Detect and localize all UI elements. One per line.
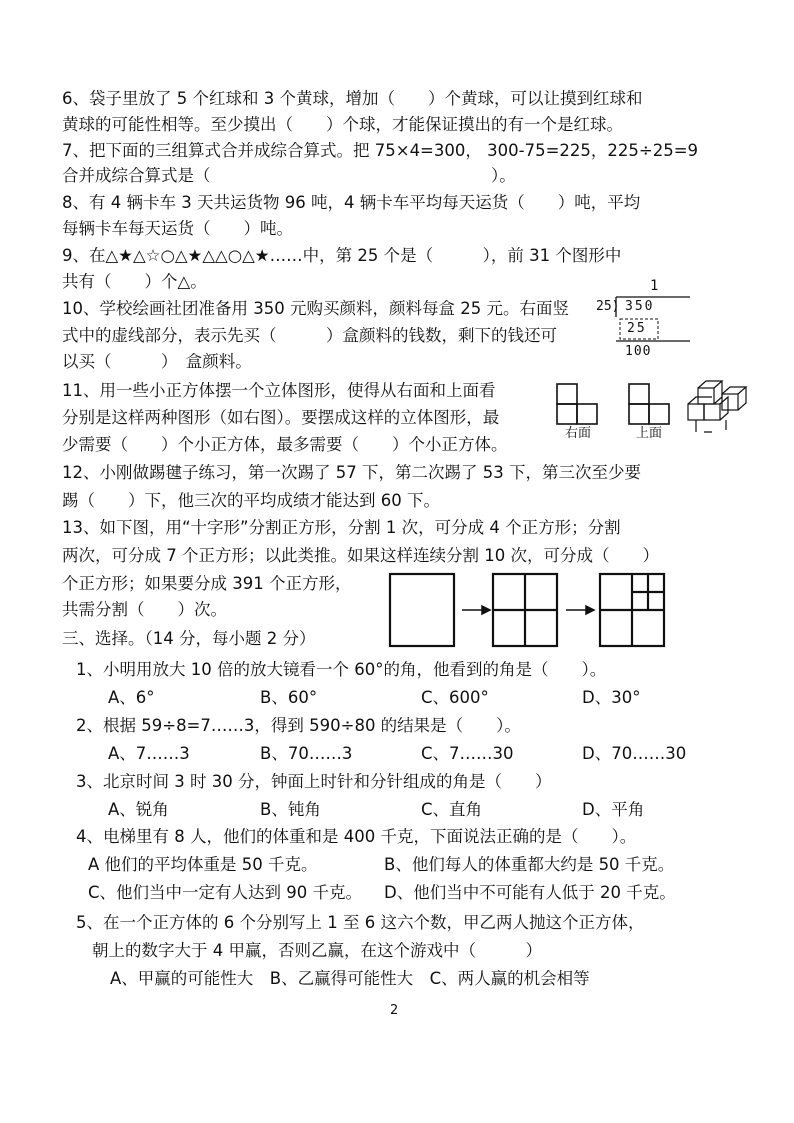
mc2-option-b: B、70……3 bbox=[260, 744, 353, 763]
section-3-heading: 三、选择。（14 分，每小题 2 分） bbox=[62, 629, 316, 648]
q11-line3: 少需要（ ）个小正方体，最多需要（ ）个小正方体。 bbox=[62, 435, 508, 454]
q13-line3: 个正方形；如果要分成 391 个正方形， bbox=[62, 574, 352, 593]
q10-line2: 式中的虚线部分，表示先买（ ）盒颜料的钱数，剩下的钱还可 bbox=[62, 326, 557, 345]
mc1-option-c: C、600° bbox=[421, 688, 489, 707]
page-number: 2 bbox=[390, 1003, 399, 1018]
mc2-option-c: C、7……30 bbox=[421, 744, 514, 763]
q13-line1: 13、如下图，用“十字形”分割正方形，分割 1 次，可分成 4 个正方形；分割 bbox=[62, 518, 621, 537]
mc2-option-d: D、70……30 bbox=[582, 744, 687, 763]
right-view-label: 右面 bbox=[565, 426, 592, 441]
division-remainder: 100 bbox=[625, 344, 652, 359]
q9-line1: 9、在△★△☆○△★△△○△★……中，第 25 个是（ ），前 31 个图形中 bbox=[62, 246, 622, 265]
q8-line2: 每辆卡车每天运货（ ）吨。 bbox=[62, 219, 293, 238]
division-quotient: 1 bbox=[650, 278, 659, 294]
mc5-line2: 朝上的数字大于 4 甲赢，否则乙赢，在这个游戏中（ ） bbox=[92, 941, 542, 960]
mc5-options: A、甲赢的可能性大 B、乙赢得可能性大 C、两人赢的机会相等 bbox=[110, 969, 590, 988]
mc4-question: 4、电梯里有 8 人，他们的体重和是 400 千克，下面说法正确的是（ ）。 bbox=[76, 827, 637, 846]
mc4-option-a: A 他们的平均体重是 50 千克。 bbox=[88, 855, 318, 874]
mc1-option-a: A、6° bbox=[108, 688, 155, 707]
division-dividend: 350 bbox=[625, 299, 655, 314]
mc3-question: 3、北京时间 3 时 30 分，钟面上时针和分针组成的角是（ ） bbox=[76, 772, 552, 791]
mc5-line1: 5、在一个正方体的 6 个分别写上 1 至 6 这六个数，甲乙两人抛这个正方体， bbox=[76, 913, 645, 932]
q10-line3: 以买（ ） 盒颜料。 bbox=[62, 352, 252, 371]
square-partition-figure bbox=[386, 570, 676, 652]
q7-line2: 合并成综合算式是（ ）。 bbox=[62, 166, 516, 185]
q6-line2: 黄球的可能性相等。至少摸出（ ）个球，才能保证摸出的有一个是红球。 bbox=[62, 115, 623, 134]
q10-line1: 10、学校绘画社团准备用 350 元购买颜料，颜料每盒 25 元。右面竖 bbox=[62, 299, 569, 318]
mc2-option-a: A、7……3 bbox=[108, 744, 190, 763]
mc1-option-b: B、60° bbox=[260, 688, 318, 707]
mc4-option-c: C、他们当中一定有人达到 90 千克。 bbox=[88, 883, 363, 902]
mc4-option-d: D、他们当中不可能有人低于 20 千克。 bbox=[384, 883, 676, 902]
cube-stack-figure bbox=[682, 376, 750, 440]
q11-line2: 分别是这样两种图形（如右图）。要摆成这样的立体图形，最 bbox=[62, 408, 500, 427]
top-view-label: 上面 bbox=[636, 426, 663, 441]
right-view-figure bbox=[555, 380, 615, 430]
q11-line1: 11、用一些小正方体摆一个立体图形，使得从右面和上面看 bbox=[62, 381, 496, 400]
q8-line1: 8、有 4 辆卡车 3 天共运货物 96 吨，4 辆卡车平均每天运货（ ）吨，平均 bbox=[62, 193, 641, 212]
mc3-option-c: C、直角 bbox=[421, 800, 483, 819]
top-view-figure bbox=[623, 380, 683, 430]
mc3-option-b: B、钝角 bbox=[260, 800, 321, 819]
mc1-option-d: D、30° bbox=[582, 688, 641, 707]
mc3-option-d: D、平角 bbox=[582, 800, 645, 819]
q12-line2: 踢（ ）下，他三次的平均成绩才能达到 60 下。 bbox=[62, 491, 440, 510]
mc2-question: 2、根据 59÷8=7……3，得到 590÷80 的结果是（ ）。 bbox=[76, 716, 521, 735]
q9-line2: 共有（ ）个△。 bbox=[62, 272, 207, 291]
q12-line1: 12、小刚做踢毽子练习，第一次踢了 57 下，第二次踢了 53 下，第三次至少要 bbox=[62, 463, 641, 482]
mc4-option-b: B、他们每人的体重都大约是 50 千克。 bbox=[384, 855, 675, 874]
q13-line2: 两次，可分成 7 个正方形；以此类推。如果这样连续分割 10 次，可分成（ ） bbox=[62, 546, 659, 565]
q13-line4: 共需分割（ ）次。 bbox=[62, 600, 227, 619]
q6-line1: 6、袋子里放了 5 个红球和 3 个黄球，增加（ ）个黄球，可以让摸到红球和 bbox=[62, 89, 643, 108]
q7-line1: 7、把下面的三组算式合并成综合算式。把 75×4=300， 300-75=225，225÷25=9 bbox=[62, 141, 699, 160]
mc1-question: 1、小明用放大 10 倍的放大镜看一个 60°的角，他看到的角是（ ）。 bbox=[76, 660, 607, 679]
division-divisor: 25) bbox=[596, 299, 620, 314]
mc3-option-a: A、锐角 bbox=[108, 800, 169, 819]
division-product: 25 bbox=[627, 321, 647, 336]
